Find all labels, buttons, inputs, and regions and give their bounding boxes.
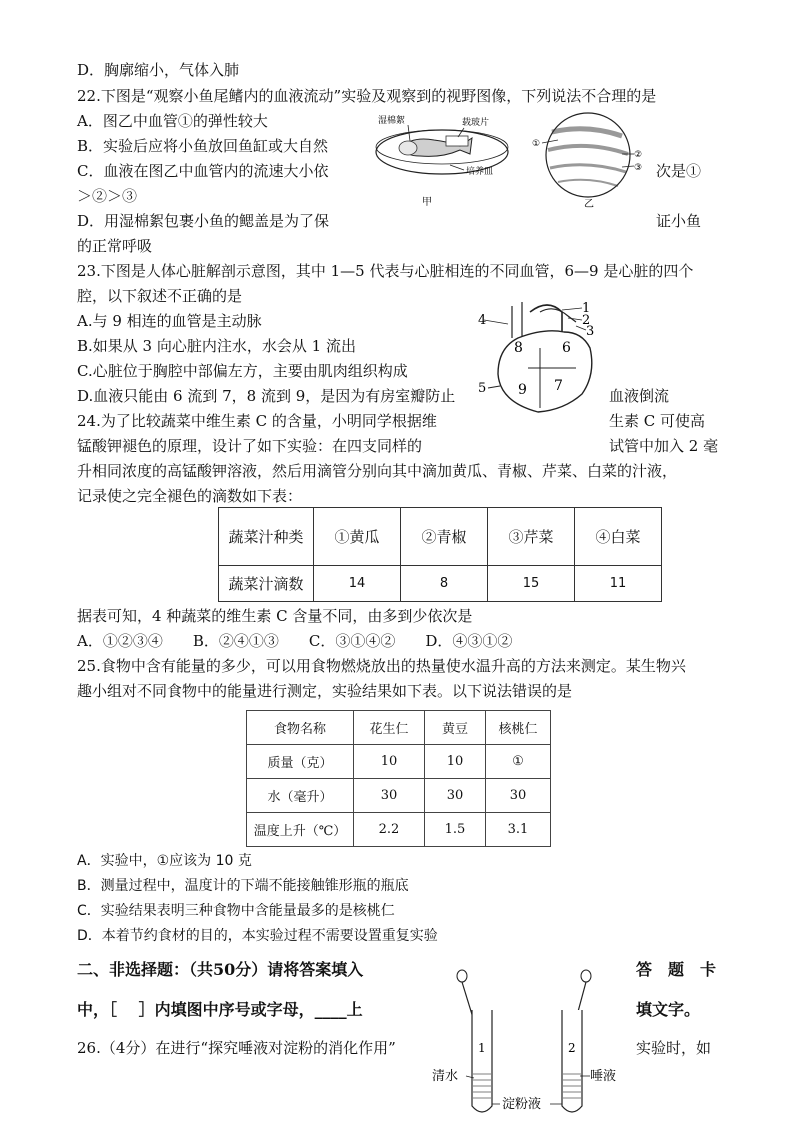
- table-row-label: 蔬菜汁滴数: [219, 566, 314, 602]
- q22-option-d-end: 的正常呼吸: [77, 237, 153, 255]
- q24-stem-3: 升相同浓度的高锰酸钾溶液，然后用滴管分别向其中滴加黄瓜、青椒、芹菜、白菜的汁液，: [77, 462, 678, 480]
- heart-label-2: 2: [582, 313, 591, 328]
- q25-option-a: A．实验中，①应该为 10 克: [77, 853, 252, 869]
- q22-option-d-cont: 证小鱼: [656, 212, 702, 230]
- q23-stem-cont: 腔，以下叙述不正确的是: [77, 287, 243, 305]
- food-energy-table: [246, 710, 551, 847]
- vegetable-juice-table: [218, 507, 662, 602]
- table-header-cell: ②青椒: [401, 508, 488, 566]
- section2-heading-cont: 答 题 卡: [636, 960, 717, 979]
- label-starch: 淀粉液: [502, 1097, 542, 1112]
- table-cell: 1.5: [425, 813, 486, 847]
- heart-label-7: 7: [554, 378, 563, 394]
- table-cell: 10: [425, 745, 486, 779]
- table-cell: 水（毫升）: [247, 779, 354, 813]
- q23-stem: 23.下图是人体心脏解剖示意图，其中 1—5 代表与心脏相连的不同血管，6—9 是心脏的四个: [77, 262, 694, 280]
- q23-option-b: B.如果从 3 向心脏内注水，水会从 1 流出: [77, 337, 356, 355]
- label-water: 清水: [432, 1069, 459, 1084]
- label-petri-dish: 培养皿: [466, 167, 494, 177]
- heart-diagram: [478, 298, 608, 420]
- table-cell: 11: [575, 566, 662, 602]
- q22-option-d: D．用湿棉絮包裹小鱼的鳃盖是为了保: [77, 212, 330, 230]
- table-header-cell: ①黄瓜: [314, 508, 401, 566]
- q22-option-a: A．图乙中血管①的弹性较大: [77, 112, 268, 130]
- q22-option-c: C．血液在图乙中血管内的流速大小依: [77, 162, 329, 180]
- marker-2: ②: [634, 150, 643, 160]
- heart-label-8: 8: [514, 340, 523, 356]
- test-tube-figure: [428, 970, 638, 1120]
- q24-options: A．①②③④ B．②④①③ C．③①④② D．④③①②: [77, 632, 513, 650]
- table-header-cell: ④白菜: [575, 508, 662, 566]
- table-cell: 2.2: [354, 813, 425, 847]
- table-cell: 10: [354, 745, 425, 779]
- table-header-cell: 食物名称: [247, 711, 354, 745]
- heart-label-6: 6: [562, 340, 571, 356]
- q22-option-c-cont: 次是①: [656, 162, 702, 180]
- heart-label-5: 5: [478, 381, 487, 396]
- caption-yi: 乙: [584, 199, 594, 210]
- marker-3: ③: [634, 163, 643, 173]
- glass-slide: [446, 136, 468, 146]
- q25-stem: 25.食物中含有能量的多少，可以用食物燃烧放出的热量使水温升高的方法来测定。某生物兴: [77, 657, 686, 675]
- q25-option-c: C．实验结果表明三种食物中含能量最多的是核桃仁: [77, 903, 395, 919]
- table-cell: 30: [425, 779, 486, 813]
- table-cell: 8: [401, 566, 488, 602]
- q23-option-d: D.血液只能由 6 流到 7，8 流到 9，是因为有房室瓣防止: [77, 387, 456, 405]
- fish-tail-figure: [372, 110, 662, 220]
- label-glass-slide: 载玻片: [462, 118, 490, 128]
- q23-option-d-cont: 血液倒流: [609, 387, 670, 405]
- q26-stem-cont: 实验时，如: [636, 1039, 712, 1057]
- q23-option-a: A.与 9 相连的血管是主动脉: [77, 312, 262, 330]
- table-header-cell: 蔬菜汁种类: [219, 508, 314, 566]
- q25-option-b: B．测量过程中，温度计的下端不能接触锥形瓶的瓶底: [77, 878, 409, 894]
- table-cell: ①: [486, 745, 551, 779]
- q24-stem-2: 锰酸钾褪色的原理，设计了如下实验：在四支同样的: [77, 437, 423, 455]
- table-cell: 质量（克）: [247, 745, 354, 779]
- heart-label-4: 4: [478, 313, 487, 328]
- table-cell: 30: [486, 779, 551, 813]
- q24-stem: 24.为了比较蔬菜中维生素 C 的含量，小明同学根据维: [77, 412, 437, 430]
- section2-instruction-cont: 填文字。: [636, 1000, 701, 1019]
- table-cell: 30: [354, 779, 425, 813]
- section2-instruction: 中，［ ］内填图中序号或字母，____上: [77, 1000, 363, 1019]
- q24-stem-cont: 生素 C 可使高: [609, 412, 706, 430]
- heart-label-9: 9: [518, 382, 527, 398]
- table-cell: 14: [314, 566, 401, 602]
- label-saliva: 唾液: [590, 1069, 617, 1084]
- q21-option-d: D．胸廓缩小，气体入肺: [77, 61, 240, 79]
- tube-label-1: 1: [478, 1041, 486, 1055]
- table-header-cell: 黄豆: [425, 711, 486, 745]
- q24-stem-2-cont: 试管中加入 2 毫: [609, 437, 719, 455]
- tube-label-2: 2: [568, 1041, 576, 1055]
- test-tube-2: [562, 1010, 582, 1112]
- q25-stem-cont: 趣小组对不同食物中的能量进行测定，实验结果如下表。以下说法错误的是: [77, 682, 573, 700]
- wet-cotton: [399, 141, 417, 155]
- table-header-cell: 核桃仁: [486, 711, 551, 745]
- table-cell: 15: [488, 566, 575, 602]
- heart-label-1: 1: [582, 301, 591, 316]
- q24-stem-4: 记录使之完全褪色的滴数如下表：: [77, 487, 303, 505]
- q22-option-b: B．实验后应将小鱼放回鱼缸或大自然: [77, 137, 329, 155]
- test-tube-1: [472, 1010, 492, 1112]
- q23-option-c: C.心脏位于胸腔中部偏左方，主要由肌肉组织构成: [77, 362, 408, 380]
- q25-option-d: D．本着节约食材的目的，本实验过程不需要设置重复实验: [77, 928, 438, 944]
- caption-jia: 甲: [422, 197, 432, 208]
- table-cell: 3.1: [486, 813, 551, 847]
- q26-stem: 26.（4分）在进行“探究唾液对淀粉的消化作用”: [77, 1039, 396, 1057]
- heart-outline: [498, 331, 592, 412]
- table-cell: 温度上升（℃）: [247, 813, 354, 847]
- q22-option-c-end: ＞②＞③: [77, 187, 138, 205]
- label-wet-cotton: 湿棉絮: [378, 116, 406, 126]
- section2-heading: 二、非选择题：（共50分）请将答案填入: [77, 960, 364, 979]
- marker-1: ①: [532, 139, 541, 149]
- q24-question: 据表可知，4 种蔬菜的维生素 C 含量不同，由多到少依次是: [77, 607, 473, 625]
- microscope-field: [546, 113, 630, 197]
- table-header-cell: 花生仁: [354, 711, 425, 745]
- table-header-cell: ③芹菜: [488, 508, 575, 566]
- heart-label-3: 3: [586, 324, 595, 339]
- q22-stem: 22.下图是“观察小鱼尾鳍内的血液流动”实验及观察到的视野图像，下列说法不合理的是: [77, 87, 657, 105]
